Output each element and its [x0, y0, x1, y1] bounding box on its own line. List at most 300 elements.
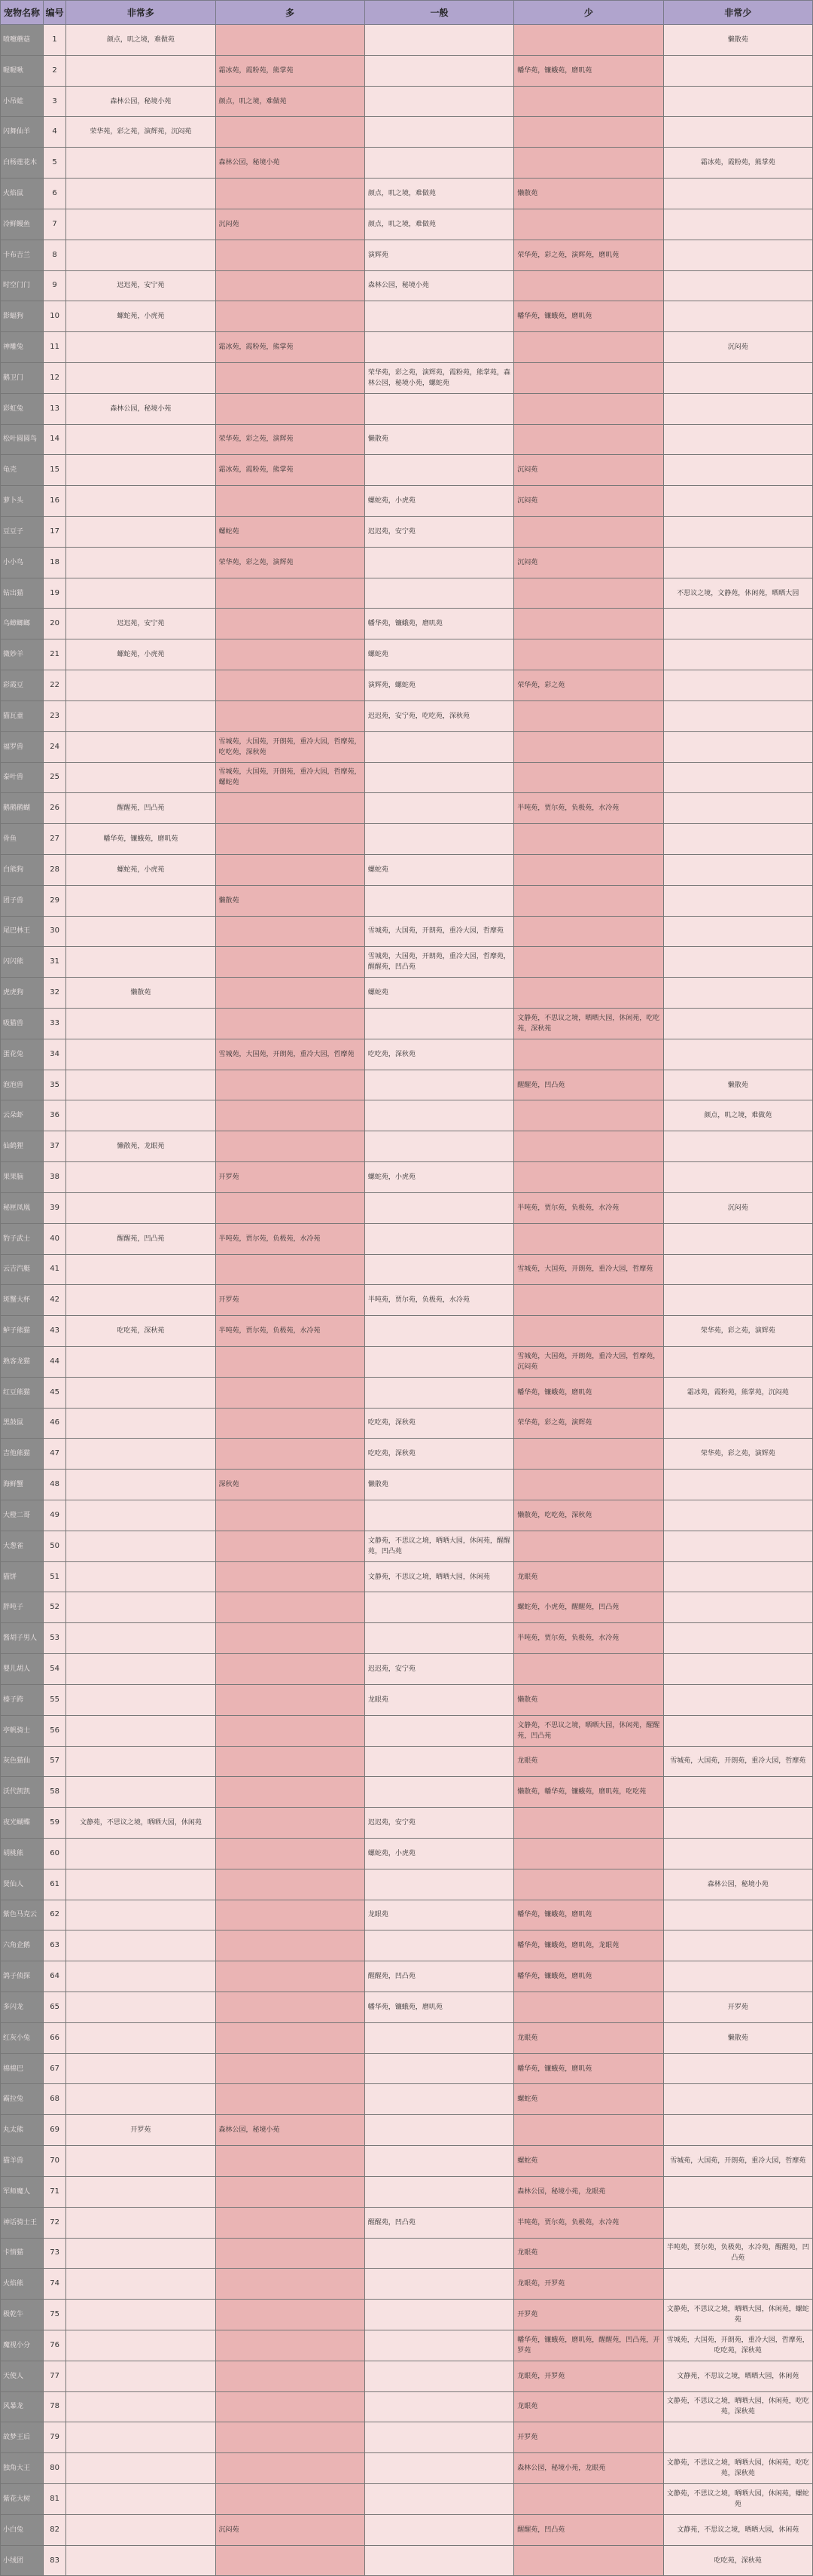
cell-many	[215, 2453, 364, 2484]
cell-very-many	[66, 2300, 215, 2330]
cell-few: 龙眼苑，开罗苑	[514, 2269, 663, 2300]
cell-few: 半吨苑，贾尔苑，负极苑，水冷苑	[514, 1192, 663, 1223]
cell-normal: 懒散苑	[364, 1470, 513, 1500]
pet-name-cell: 闪闪熊	[1, 947, 44, 978]
pet-number-cell: 28	[44, 854, 66, 885]
pet-number-cell: 1	[44, 25, 66, 56]
cell-very-few: 不思议之境，文静苑，休闲苑，晒晒大园	[663, 578, 812, 609]
pet-name-cell: 蛋花兔	[1, 1039, 44, 1070]
cell-few	[514, 1131, 663, 1162]
cell-very-few	[663, 1346, 812, 1377]
cell-very-few: 文静苑，不思议之境，晒晒大园，休闲苑，螺蛇苑	[663, 2484, 812, 2515]
cell-very-few	[663, 2115, 812, 2146]
cell-normal	[364, 1500, 513, 1531]
cell-few	[514, 25, 663, 56]
cell-normal: 螺蛇苑，小虎苑	[364, 1838, 513, 1869]
table-row	[1, 1531, 813, 1561]
cell-many: 半吨苑，贾尔苑，负极苑，水冷苑	[215, 1223, 364, 1254]
cell-many: 半吨苑，贾尔苑，负极苑，水冷苑	[215, 1316, 364, 1347]
cell-many	[215, 25, 364, 56]
cell-many	[215, 2391, 364, 2422]
cell-normal	[364, 332, 513, 363]
pet-name-cell: 红豆熊猫	[1, 1377, 44, 1408]
pet-name-cell: 影蝠狗	[1, 301, 44, 332]
cell-very-few: 懒散苑	[663, 1070, 812, 1100]
cell-normal	[364, 762, 513, 793]
cell-few	[514, 700, 663, 731]
cell-few	[514, 2484, 663, 2515]
cell-normal	[364, 1623, 513, 1654]
pet-name-cell: 钻出猫	[1, 578, 44, 609]
cell-many	[215, 1684, 364, 1715]
cell-normal	[364, 2053, 513, 2084]
pet-name-cell: 松叶圆圆鸟	[1, 424, 44, 455]
cell-few: 懒散苑	[514, 1684, 663, 1715]
cell-very-few	[663, 1561, 812, 1592]
cell-few	[514, 762, 663, 793]
cell-few	[514, 117, 663, 148]
header-pet-name: 宠物名称	[1, 1, 44, 25]
cell-normal	[364, 1746, 513, 1777]
cell-very-many	[66, 547, 215, 578]
pet-name-cell: 果果脑	[1, 1162, 44, 1193]
cell-normal	[364, 2453, 513, 2484]
cell-normal	[364, 2022, 513, 2053]
pet-number-cell: 15	[44, 455, 66, 486]
pet-number-cell: 57	[44, 1746, 66, 1777]
cell-many	[215, 393, 364, 424]
table-row	[1, 1100, 813, 1131]
pet-name-cell: 骨鱼	[1, 824, 44, 855]
table-row	[1, 1961, 813, 1992]
cell-normal: 演辉苑，螺蛇苑	[364, 670, 513, 701]
cell-many	[215, 1746, 364, 1777]
table-row	[1, 455, 813, 486]
cell-normal: 吃吃苑，深秋苑	[364, 1408, 513, 1439]
cell-many	[215, 2084, 364, 2115]
cell-very-many	[66, 1561, 215, 1592]
table-row	[1, 1192, 813, 1223]
cell-very-few	[663, 179, 812, 209]
cell-many	[215, 1192, 364, 1223]
cell-many	[215, 2176, 364, 2207]
cell-few	[514, 1316, 663, 1347]
cell-very-many	[66, 1162, 215, 1193]
cell-many	[215, 1838, 364, 1869]
pet-name-cell: 紫花大树	[1, 2484, 44, 2515]
pet-number-cell: 70	[44, 2146, 66, 2177]
pet-name-cell: 风暴龙	[1, 2391, 44, 2422]
cell-many	[215, 179, 364, 209]
cell-very-few	[663, 486, 812, 517]
cell-very-many	[66, 1470, 215, 1500]
cell-very-many	[66, 1654, 215, 1685]
cell-very-many: 醒醒苑，凹凸苑	[66, 793, 215, 824]
pet-name-cell: 故梦王后	[1, 2422, 44, 2453]
table-row	[1, 2391, 813, 2422]
cell-many	[215, 578, 364, 609]
cell-very-few	[663, 1777, 812, 1808]
pet-number-cell: 83	[44, 2545, 66, 2576]
cell-very-many	[66, 240, 215, 270]
cell-many	[215, 700, 364, 731]
cell-very-few	[663, 1162, 812, 1193]
cell-very-many: 螺蛇苑，小虎苑	[66, 301, 215, 332]
cell-normal	[364, 1223, 513, 1254]
cell-very-few	[663, 547, 812, 578]
cell-many	[215, 1808, 364, 1839]
cell-very-many	[66, 578, 215, 609]
table-row	[1, 1684, 813, 1715]
table-row	[1, 1808, 813, 1839]
cell-many: 颜点，叽之境，难做苑	[215, 86, 364, 117]
cell-few: 荣华苑，彩之苑	[514, 670, 663, 701]
cell-very-many	[66, 1254, 215, 1285]
cell-very-few	[663, 824, 812, 855]
pet-number-cell: 44	[44, 1346, 66, 1377]
header-number: 编号	[44, 1, 66, 25]
cell-very-few	[663, 1684, 812, 1715]
cell-very-few	[663, 2053, 812, 2084]
cell-very-few	[663, 270, 812, 301]
cell-normal	[364, 885, 513, 916]
table-row	[1, 2053, 813, 2084]
cell-few: 醒醒苑，凹凸苑	[514, 1070, 663, 1100]
cell-few: 森林公园，秘境小苑，龙眼苑	[514, 2453, 663, 2484]
cell-many	[215, 1992, 364, 2023]
pet-number-cell: 60	[44, 1838, 66, 1869]
cell-few: 醒醒苑，凹凸苑	[514, 2514, 663, 2545]
cell-very-many	[66, 1992, 215, 2023]
cell-very-many	[66, 2391, 215, 2422]
cell-few	[514, 1808, 663, 1839]
pet-number-cell: 12	[44, 362, 66, 393]
cell-very-few: 霜冰苑，霞粉苑，熊掌苑	[663, 148, 812, 179]
cell-many: 深秋苑	[215, 1470, 364, 1500]
pet-number-cell: 26	[44, 793, 66, 824]
cell-many	[215, 301, 364, 332]
cell-very-many: 迟迟苑，安宁苑	[66, 609, 215, 639]
cell-few	[514, 1531, 663, 1561]
pet-number-cell: 23	[44, 700, 66, 731]
cell-very-few	[663, 301, 812, 332]
pet-number-cell: 52	[44, 1592, 66, 1623]
table-row	[1, 117, 813, 148]
cell-very-many	[66, 2084, 215, 2115]
cell-few	[514, 2545, 663, 2576]
cell-many	[215, 1377, 364, 1408]
cell-many	[215, 670, 364, 701]
pet-name-cell: 红灰小兔	[1, 2022, 44, 2053]
cell-very-many: 荣华苑，彩之苑，演辉苑，沉闷苑	[66, 117, 215, 148]
pet-name-cell: 贤仙人	[1, 1869, 44, 1900]
pet-name-cell: 神雕兔	[1, 332, 44, 363]
cell-normal	[364, 2146, 513, 2177]
pet-number-cell: 48	[44, 1470, 66, 1500]
cell-few	[514, 1838, 663, 1869]
cell-few: 幡华苑，镰蛾苑，磨叽苑	[514, 2053, 663, 2084]
cell-very-few	[663, 362, 812, 393]
cell-very-many	[66, 1930, 215, 1961]
pet-name-cell: 多闪龙	[1, 1992, 44, 2023]
cell-few	[514, 1285, 663, 1316]
cell-normal: 螺蛇苑	[364, 978, 513, 1009]
cell-many	[215, 824, 364, 855]
header-few: 少	[514, 1, 663, 25]
table-row	[1, 1439, 813, 1470]
table-row	[1, 824, 813, 855]
table-row	[1, 301, 813, 332]
table-row	[1, 1715, 813, 1746]
cell-normal: 雪城苑，大国苑，开朗苑，重冷大园，哲摩苑，醒醒苑，凹凸苑	[364, 947, 513, 978]
cell-normal	[364, 86, 513, 117]
table-row	[1, 332, 813, 363]
cell-very-many	[66, 1531, 215, 1561]
cell-very-few	[663, 1470, 812, 1500]
cell-very-few	[663, 517, 812, 548]
cell-many	[215, 1654, 364, 1685]
cell-very-many	[66, 486, 215, 517]
table-row	[1, 2176, 813, 2207]
cell-very-many	[66, 2053, 215, 2084]
cell-very-many	[66, 2022, 215, 2053]
table-row	[1, 1162, 813, 1193]
pet-number-cell: 63	[44, 1930, 66, 1961]
cell-many	[215, 2146, 364, 2177]
cell-very-few	[663, 1900, 812, 1930]
cell-few	[514, 209, 663, 240]
cell-many: 森林公园，秘境小苑	[215, 148, 364, 179]
table-row	[1, 2146, 813, 2177]
cell-few	[514, 424, 663, 455]
cell-many	[215, 1961, 364, 1992]
cell-many: 霜冰苑，霞粉苑，熊掌苑	[215, 455, 364, 486]
pet-number-cell: 50	[44, 1531, 66, 1561]
table-row	[1, 486, 813, 517]
cell-many: 荣华苑，彩之苑，演辉苑	[215, 547, 364, 578]
pet-name-cell: 尾巴林王	[1, 916, 44, 947]
cell-very-many: 森林公园，秘境小苑	[66, 86, 215, 117]
cell-very-many	[66, 55, 215, 86]
cell-few: 懒散苑	[514, 179, 663, 209]
cell-few: 螺蛇苑	[514, 2146, 663, 2177]
pet-name-cell: 豹子武士	[1, 1223, 44, 1254]
cell-very-many	[66, 455, 215, 486]
cell-many: 螺蛇苑	[215, 517, 364, 548]
table-row	[1, 578, 813, 609]
cell-very-many	[66, 2545, 215, 2576]
cell-few	[514, 1039, 663, 1070]
cell-normal	[364, 731, 513, 762]
table-row	[1, 1254, 813, 1285]
pet-name-cell: 猫饼	[1, 1561, 44, 1592]
cell-very-many: 醒醒苑，凹凸苑	[66, 1223, 215, 1254]
cell-few: 文静苑，不思议之境，晒晒大园，休闲苑，醒醒苑，凹凸苑	[514, 1715, 663, 1746]
table-row	[1, 609, 813, 639]
pet-name-cell: 白熊狗	[1, 854, 44, 885]
cell-few	[514, 2115, 663, 2146]
cell-very-few: 开罗苑	[663, 1992, 812, 2023]
pet-name-cell: 泰叶兽	[1, 762, 44, 793]
cell-very-few	[663, 1808, 812, 1839]
cell-very-many	[66, 1408, 215, 1439]
cell-many	[215, 2238, 364, 2269]
pet-name-cell: 团子兽	[1, 885, 44, 916]
cell-very-many: 懒散苑	[66, 978, 215, 1009]
cell-normal	[364, 547, 513, 578]
cell-many: 雪城苑，大国苑，开朗苑，重冷大园，哲摩苑，螺蛇苑	[215, 762, 364, 793]
cell-few	[514, 916, 663, 947]
cell-many	[215, 2269, 364, 2300]
cell-very-few: 文静苑，不思议之境，晒晒大园，休闲苑，吃吃苑，深秋苑	[663, 2453, 812, 2484]
table-row	[1, 1561, 813, 1592]
table-row	[1, 978, 813, 1009]
cell-very-many	[66, 1192, 215, 1223]
cell-many	[215, 117, 364, 148]
cell-few	[514, 1100, 663, 1131]
cell-few	[514, 639, 663, 670]
pet-number-cell: 76	[44, 2330, 66, 2361]
cell-very-many	[66, 2269, 215, 2300]
pet-number-cell: 69	[44, 2115, 66, 2146]
pet-number-cell: 22	[44, 670, 66, 701]
cell-normal	[364, 578, 513, 609]
cell-many	[215, 609, 364, 639]
cell-very-few: 荣华苑，彩之苑，演辉苑	[663, 1439, 812, 1470]
cell-very-few: 颜点，叽之境，难做苑	[663, 1100, 812, 1131]
cell-very-many: 螺蛇苑，小虎苑	[66, 639, 215, 670]
table-row	[1, 731, 813, 762]
table-row	[1, 1223, 813, 1254]
pet-number-cell: 79	[44, 2422, 66, 2453]
cell-many	[215, 2330, 364, 2361]
cell-very-many	[66, 2238, 215, 2269]
pet-number-cell: 13	[44, 393, 66, 424]
table-row	[1, 86, 813, 117]
cell-very-many	[66, 2514, 215, 2545]
cell-normal	[364, 1377, 513, 1408]
cell-normal	[364, 824, 513, 855]
cell-many	[215, 1930, 364, 1961]
cell-few: 螺蛇苑，小虎苑，醒醒苑，凹凸苑	[514, 1592, 663, 1623]
cell-very-few	[663, 1500, 812, 1531]
pet-name-cell: 福罗兽	[1, 731, 44, 762]
cell-few	[514, 86, 663, 117]
table-row	[1, 2422, 813, 2453]
cell-very-many	[66, 1070, 215, 1100]
cell-very-few	[663, 1285, 812, 1316]
cell-many	[215, 2484, 364, 2515]
cell-few: 雪城苑，大国苑，开朗苑，重冷大园，哲摩苑	[514, 1254, 663, 1285]
table-row	[1, 1070, 813, 1100]
table-row	[1, 1500, 813, 1531]
cell-few: 幡华苑，镰蛾苑，磨叽苑	[514, 1377, 663, 1408]
cell-many: 开罗苑	[215, 1162, 364, 1193]
cell-very-many	[66, 332, 215, 363]
cell-normal: 螺蛇苑	[364, 854, 513, 885]
table-row	[1, 700, 813, 731]
table-row	[1, 179, 813, 209]
cell-few: 龙眼苑	[514, 2022, 663, 2053]
table-row	[1, 55, 813, 86]
cell-normal	[364, 2238, 513, 2269]
pet-number-cell: 43	[44, 1316, 66, 1347]
cell-very-few	[663, 793, 812, 824]
cell-very-many	[66, 1500, 215, 1531]
table-row	[1, 2084, 813, 2115]
pet-number-cell: 32	[44, 978, 66, 1009]
pet-number-cell: 58	[44, 1777, 66, 1808]
pet-name-cell: 榛子跨	[1, 1684, 44, 1715]
header-very-few: 非常少	[663, 1, 812, 25]
cell-very-few	[663, 455, 812, 486]
pet-name-cell: 闪舞仙羊	[1, 117, 44, 148]
pet-name-cell: 吉他熊猫	[1, 1439, 44, 1470]
cell-very-few	[663, 978, 812, 1009]
pet-number-cell: 19	[44, 578, 66, 609]
cell-very-many: 螺蛇苑，小虎苑	[66, 854, 215, 885]
cell-very-many	[66, 1285, 215, 1316]
cell-normal	[364, 2361, 513, 2391]
cell-very-many	[66, 1777, 215, 1808]
cell-many	[215, 1254, 364, 1285]
pet-name-cell: 鲈子熊猫	[1, 1316, 44, 1347]
cell-few: 懒散苑，吃吃苑，深秋苑	[514, 1500, 663, 1531]
pet-name-cell: 独角大王	[1, 2453, 44, 2484]
cell-many: 霜冰苑，霞粉苑，熊掌苑	[215, 332, 364, 363]
cell-many	[215, 1869, 364, 1900]
cell-few: 开罗苑	[514, 2422, 663, 2453]
pet-name-cell: 天使人	[1, 2361, 44, 2391]
cell-very-few	[663, 2269, 812, 2300]
pet-name-cell: 魔视小分	[1, 2330, 44, 2361]
table-row	[1, 1592, 813, 1623]
cell-few	[514, 1162, 663, 1193]
cell-normal	[364, 301, 513, 332]
cell-few: 开罗苑	[514, 2300, 663, 2330]
cell-very-few: 文静苑，不思议之境，晒晒大园，休闲苑，螺蛇苑	[663, 2300, 812, 2330]
cell-normal	[364, 2115, 513, 2146]
cell-many	[215, 1900, 364, 1930]
cell-few: 幡华苑，镰蛾苑，磨叽苑	[514, 301, 663, 332]
pet-number-cell: 33	[44, 1009, 66, 1039]
pet-number-cell: 40	[44, 1223, 66, 1254]
cell-normal: 雪城苑，大国苑，开朗苑，重冷大园，哲摩苑	[364, 916, 513, 947]
cell-very-many: 颜点，叽之境，难做苑	[66, 25, 215, 56]
pet-name-cell: 大橙二哥	[1, 1500, 44, 1531]
cell-very-many	[66, 2422, 215, 2453]
pet-name-cell: 白杨莲花木	[1, 148, 44, 179]
cell-very-few	[663, 393, 812, 424]
cell-normal: 懒散苑	[364, 424, 513, 455]
pet-number-cell: 41	[44, 1254, 66, 1285]
cell-very-many: 吃吃苑，深秋苑	[66, 1316, 215, 1347]
cell-very-many	[66, 1869, 215, 1900]
pet-number-cell: 61	[44, 1869, 66, 1900]
table-row	[1, 762, 813, 793]
pet-name-cell: 喷嚏蘑菇	[1, 25, 44, 56]
pet-number-cell: 55	[44, 1684, 66, 1715]
pet-number-cell: 34	[44, 1039, 66, 1070]
cell-very-few	[663, 1838, 812, 1869]
table-row	[1, 2300, 813, 2330]
pet-name-cell: 极乾牛	[1, 2300, 44, 2330]
table-row	[1, 1654, 813, 1685]
pet-number-cell: 10	[44, 301, 66, 332]
cell-normal: 迟迟苑，安宁苑，吃吃苑，深秋苑	[364, 700, 513, 731]
cell-very-few	[663, 609, 812, 639]
cell-very-few	[663, 55, 812, 86]
